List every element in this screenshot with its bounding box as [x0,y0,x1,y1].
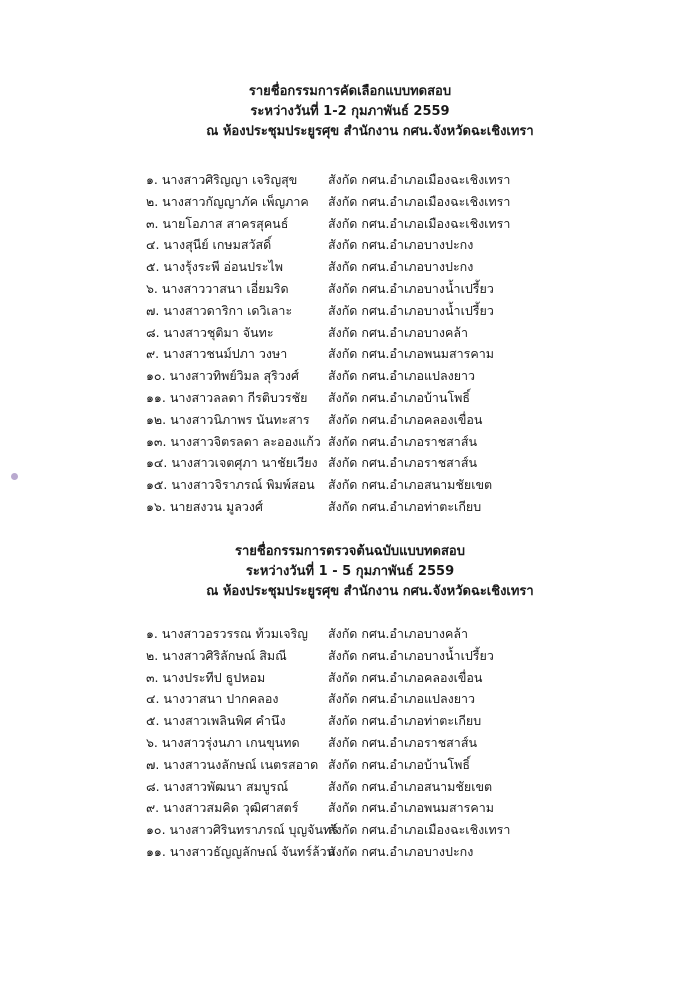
member-row [0,710,700,732]
member-row [0,667,700,689]
member-name: ๑๐. นางสาวทิพย์วิมล สุริวงศ์ [146,368,299,384]
member-name: ๕. นางรุ้งระพี อ่อนประไพ [146,259,283,275]
member-name: ๘. นางสาวชุติมา จันทะ [146,324,274,340]
member-row [0,623,700,645]
member-name: ๓. นายโอภาส สาครสุคนธ์ [146,215,289,231]
member-row [0,278,700,300]
member-name: ๖. นางสาวรุ่งนภา เกนขุนทด [146,734,300,750]
member-unit: สังกัด กศน.อำเภอบางคล้า [328,324,469,340]
member-unit: สังกัด กศน.อำเภอบางปะกง [328,237,474,253]
section2-dates: ระหว่างวันที่ 1 - 5 กุมภาพันธ์ 2559 [245,564,455,579]
member-unit: สังกัด กศน.อำเภอคลองเขื่อน [328,669,483,685]
member-row [0,841,700,863]
member-name: ๙. นางสาวสมคิด วุฒิศาสตร์ [146,800,299,816]
member-name: ๑๓. นางสาวจิตรลดา ละอองแก้ว [146,433,321,449]
member-unit: สังกัด กศน.อำเภอบางน้ำเปรี้ยว [328,647,494,663]
member-unit: สังกัด กศน.อำเภอเมืองฉะเชิงเทรา [328,172,511,187]
member-unit: สังกัด กศน.อำเภอบางปะกง [328,843,474,859]
section1-title: รายชื่อกรรมการคัดเลือกแบบทดสอบ [248,84,452,99]
member-name: ๑๑. นางสาวธัญญลักษณ์ จันทร์ล้วน [146,843,336,859]
member-name: ๓. นางประทีป ธูปหอม [146,669,266,685]
member-name: ๑. นางสาวอรวรรณ ท้วมเจริญ [146,626,308,641]
member-name: ๗. นางสาวนงลักษณ์ เนตรสอาด [146,756,319,772]
member-row [0,409,700,431]
member-name: ๘. นางสาวพัฒนา สมบูรณ์ [146,778,289,794]
member-unit: สังกัด กศน.อำเภอพนมสารคาม [328,800,494,816]
section1-location: ณ ห้องประชุมประยูรศุข สำนักงาน กศน.จังหวัดฉะเชิงเทรา [206,124,534,139]
member-name: ๑. นางสาวศิริญญา เจริญสุข [146,172,298,187]
stray-ink-dot [11,473,18,480]
section1-dates: ระหว่างวันที่ 1-2 กุมภาพันธ์ 2559 [250,104,450,119]
member-name: ๖. นางสาววาสนา เอี่ยมริด [146,280,289,296]
member-unit: สังกัด กศน.อำเภอสนามชัยเขต [328,778,493,794]
member-unit: สังกัด กศน.อำเภอบ้านโพธิ์ [328,389,471,405]
member-row [0,645,700,667]
member-unit: สังกัด กศน.อำเภอบางคล้า [328,626,469,641]
member-unit: สังกัด กศน.อำเภอสนามชัยเขต [328,477,493,493]
member-unit: สังกัด กศน.อำเภอบางน้ำเปรี้ยว [328,280,494,296]
member-unit: สังกัด กศน.อำเภอบางน้ำเปรี้ยว [328,302,494,318]
member-name: ๑๒. นางสาวนิภาพร นันทะสาร [146,411,310,427]
member-unit: สังกัด กศน.อำเภอท่าตะเกียบ [328,498,482,514]
member-name: ๔. นางสุนีย์ เกษมสวัสดิ์ [146,237,272,253]
member-name: ๑๖. นายสงวน มูลวงศ์ [146,498,263,514]
member-name: ๗. นางสาวดาริกา เดวิเลาะ [146,302,293,318]
member-name: ๒. นางสาวกัญญาภัค เพ็ญภาค [146,193,309,209]
member-row [0,776,700,798]
member-unit: สังกัด กศน.อำเภอแปลงยาว [328,691,476,707]
member-unit: สังกัด กศน.อำเภอคลองเขื่อน [328,411,483,427]
section1-heading [0,82,700,142]
member-row [0,322,700,344]
member-name: ๑๔. นางสาวเจตศุภา นาชัยเวียง [146,455,318,471]
member-unit: สังกัด กศน.อำเภอบ้านโพธิ์ [328,756,471,772]
member-row [0,496,700,518]
member-row [0,300,700,322]
member-unit: สังกัด กศน.อำเภอท่าตะเกียบ [328,713,482,729]
member-row [0,234,700,256]
member-row [0,754,700,776]
member-name: ๙. นางสาวชนม์ปภา วงษา [146,346,288,362]
member-row [0,732,700,754]
member-unit: สังกัด กศน.อำเภอเมืองฉะเชิงเทรา [328,215,511,231]
member-name: ๑๐. นางสาวศิรินทราภรณ์ บุญจันทร์ [146,822,338,838]
member-unit: สังกัด กศน.อำเภอราชสาส์น [328,734,477,750]
member-row [0,169,700,191]
member-row [0,343,700,365]
member-row [0,431,700,453]
member-name: ๕. นางสาวเพลินพิศ คำนึง [146,713,286,729]
member-row [0,256,700,278]
member-name: ๑๑. นางสาวลลดา กีรติบวรชัย [146,389,308,405]
member-unit: สังกัด กศน.อำเภอแปลงยาว [328,368,476,384]
member-row [0,387,700,409]
member-row [0,452,700,474]
section2-location: ณ ห้องประชุมประยูรศุข สำนักงาน กศน.จังหวัดฉะเชิงเทรา [206,584,534,599]
member-unit: สังกัด กศน.อำเภอเมืองฉะเชิงเทรา [328,193,511,209]
member-row [0,688,700,710]
member-row [0,797,700,819]
member-row [0,819,700,841]
section1-member-list [0,169,700,518]
member-unit: สังกัด กศน.อำเภอบางปะกง [328,259,474,275]
member-row [0,191,700,213]
member-unit: สังกัด กศน.อำเภอเมืองฉะเชิงเทรา [328,822,511,838]
member-row [0,213,700,235]
member-row [0,365,700,387]
section2-heading [0,542,700,602]
section2-member-list [0,623,700,863]
member-unit: สังกัด กศน.อำเภอราชสาส์น [328,455,477,471]
member-row [0,474,700,496]
member-name: ๑๕. นางสาวจิราภรณ์ พิมพ์สอน [146,477,315,493]
member-name: ๔. นางวาสนา ปากคลอง [146,691,279,707]
member-unit: สังกัด กศน.อำเภอพนมสารคาม [328,346,494,362]
member-unit: สังกัด กศน.อำเภอราชสาส์น [328,433,477,449]
section2-title: รายชื่อกรรมการตรวจต้นฉบับแบบทดสอบ [234,544,465,559]
member-name: ๒. นางสาวศิริลักษณ์ สิมณี [146,647,287,663]
